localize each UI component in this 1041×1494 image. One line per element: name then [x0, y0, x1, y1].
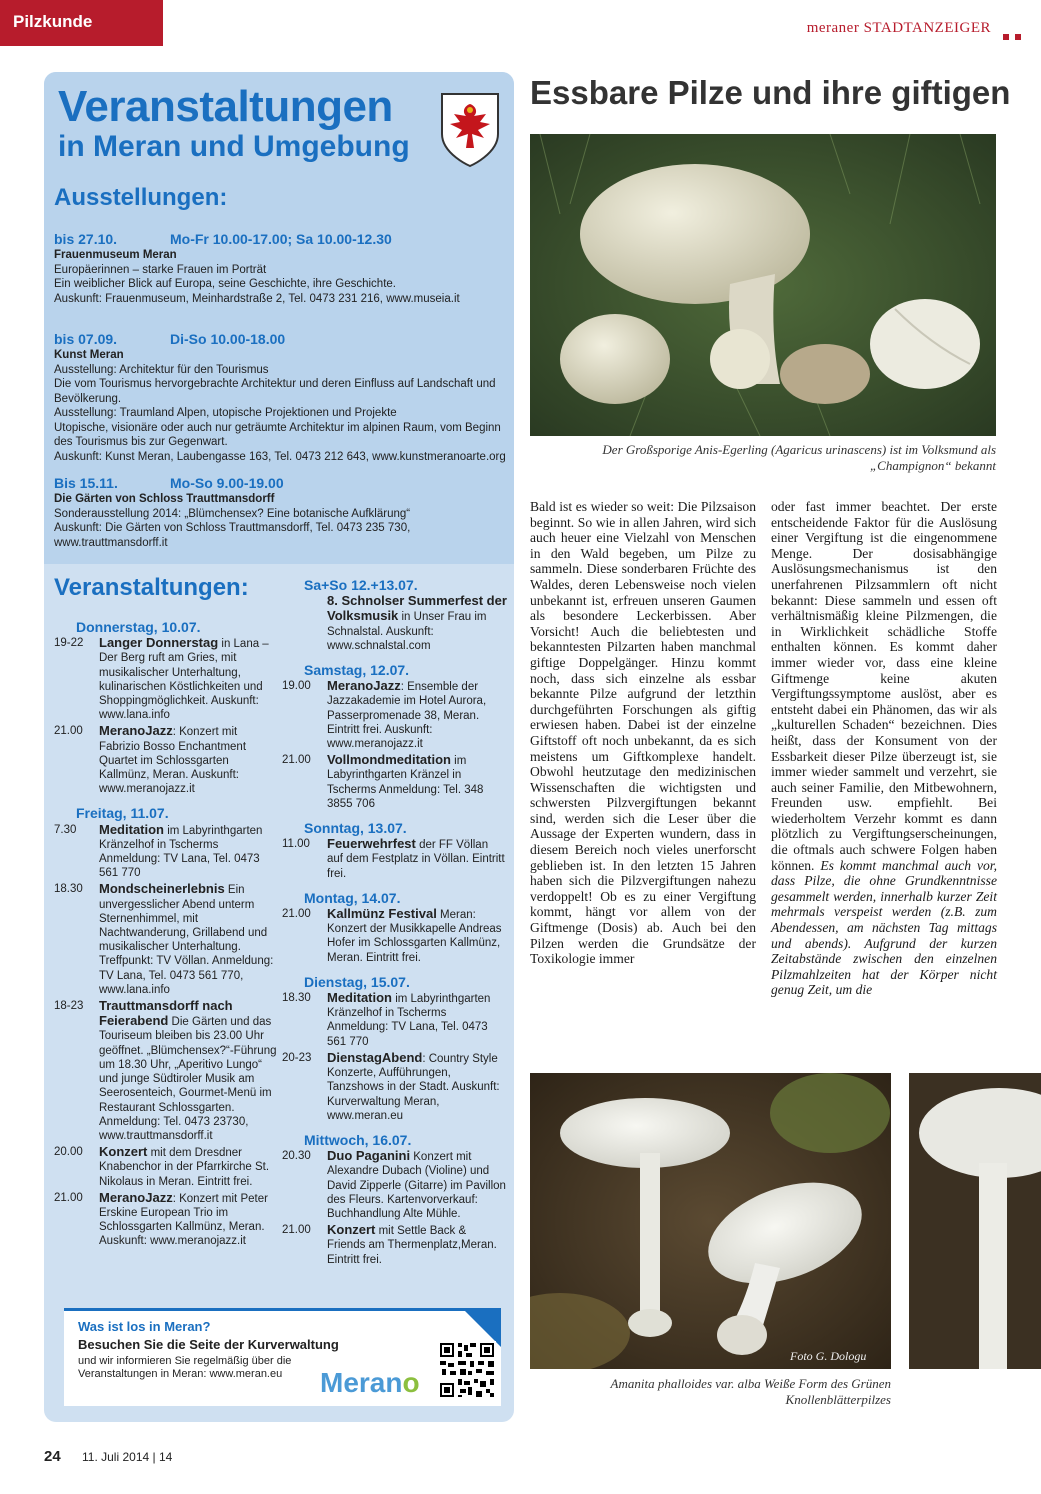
- event-title: MeranoJazz: [327, 678, 401, 694]
- event-description: mit Settle Back & Friends am Thermenplatz,Meran. Eintritt frei.: [327, 1225, 497, 1266]
- event-body: [99, 724, 279, 796]
- event-day-heading: Sa+So 12.+13.07.: [304, 577, 418, 593]
- event-time: 7.30: [54, 823, 77, 836]
- events-title: Veranstaltungen: [58, 82, 393, 131]
- event-item: [282, 837, 507, 881]
- event-item: [282, 907, 507, 965]
- event-description: : Konzert mit Fabrizio Bosso Enchantment Quartet im Schlossgarten Kallmünz, Meran. Auskunft: www.meranojazz.it: [99, 726, 247, 796]
- event-body: [99, 636, 279, 722]
- event-item: [282, 679, 507, 751]
- article-title: Essbare Pilze und ihre giftigen: [530, 74, 1011, 111]
- event-description: Ein unvergesslicher Abend unterm Sternenhimmel, mit Nachtwanderung, Grillabend und musikalischer Unterhaltung. Treffpunkt: TV Völlan. Anmeldung: TV Lana, Tel. 0473 561 770, www.lana.info: [99, 884, 274, 996]
- event-time: 20-23: [282, 1051, 312, 1064]
- event-item: [54, 1145, 279, 1189]
- event-body: [99, 823, 279, 881]
- event-time: [282, 594, 327, 653]
- event-day-heading: Mittwoch, 16.07.: [304, 1131, 412, 1148]
- event-body: [327, 1149, 507, 1221]
- event-description: im Labyrinthgarten Kränzel in Tscherms Anmeldung: Tel. 348 3855 706: [327, 755, 484, 810]
- event-item: [54, 724, 279, 796]
- event-time: 19-22: [54, 637, 84, 650]
- exhibition-entry: bis 27.10. Mo-Fr 10.00-17.00; Sa 10.00-12.30 Frauenmuseum Meran Europäerinnen – starke Frauen im Porträt Ein weiblicher Blick auf Europa, seine Geschichte, ihre Geschichte. Auskunft: Frauenmuseum, Meinhardstraße 2, Tel. 0473 231 216, www.museia.it: [54, 231, 460, 305]
- event-body: [99, 999, 279, 1143]
- event-title: Konzert: [327, 1222, 376, 1238]
- events-heading: Veranstaltungen:: [54, 574, 249, 601]
- event-body: [327, 991, 507, 1049]
- promo-headline: Was ist los in Meran?: [78, 1319, 211, 1334]
- event-title: DienstagAbend: [327, 1049, 423, 1065]
- event-description: in Unser Frau im Schnalstal. Auskunft: www.schnalstal.com: [327, 611, 487, 652]
- event-item: [54, 636, 279, 722]
- event-time: 18.30: [282, 992, 311, 1005]
- promo-box: [64, 1308, 501, 1406]
- promo-text: und wir informieren Sie regelmäßig über die Veranstaltungen in Meran: www.meran.eu: [78, 1355, 292, 1380]
- event-day-heading: Donnerstag, 10.07.: [76, 619, 201, 635]
- event-title: Meditation: [327, 990, 392, 1006]
- event-description: im Labyrinthgarten Kränzelhof in Tscherms Anmeldung: TV Lana, Tel. 0473 561 770: [327, 993, 491, 1048]
- event-time: 21.00: [282, 908, 311, 921]
- event-body: [99, 1191, 279, 1249]
- event-day-heading: Sonntag, 13.07.: [304, 820, 407, 837]
- event-title: Meditation: [99, 821, 164, 837]
- events-column-left: [54, 610, 279, 1251]
- exhibitions-heading: Ausstellungen:: [54, 184, 228, 211]
- qr-code-icon[interactable]: [438, 1341, 496, 1399]
- event-time: 21.00: [54, 1191, 83, 1204]
- merano-logo: Merano: [320, 1367, 420, 1398]
- event-day-heading: Freitag, 11.07.: [76, 805, 169, 822]
- event-description: : Konzert mit Peter Erskine European Trio im Schlossgarten Kallmünz, Meran. Auskunft: www.meranojazz.it: [99, 1192, 268, 1248]
- event-day-heading: Dienstag, 15.07.: [304, 973, 410, 990]
- event-title: Langer Donnerstag: [99, 635, 219, 651]
- event-body: [327, 594, 507, 653]
- event-description: Konzert mit Alexandre Dubach (Violine) und David Zipperle (Gitarre) im Pavillon des Fleurs. Kartenvorverkauf: Buchhandlung Alte Mühle.: [327, 1151, 506, 1220]
- photo-caption-1: Der Großsporige Anis-Egerling (Agaricus urinascens) ist im Volksmund als „Champignon“ bekannt: [602, 442, 996, 473]
- event-title: Feuerwehrfest: [327, 836, 416, 852]
- event-description: : Ensemble der Jazzakademie im Hotel Aurora, Passerpromenade 38, Meran. Eintritt frei. Auskunft: www.meranojazz.it: [327, 681, 487, 751]
- event-item: [282, 1149, 507, 1221]
- event-item: [54, 999, 279, 1143]
- photo-caption-2: Amanita phalloides var. alba Weiße Form des Grünen Knollenblätterpilzes: [610, 1376, 891, 1407]
- issue-date: 11. Juli 2014 | 14: [82, 1450, 173, 1464]
- event-body: [99, 882, 279, 997]
- exhibition-entry: Bis 15.11. Mo-So 9.00-19.00 Die Gärten von Schloss Trauttmansdorff Sonderausstellung 2014: „Blümchensex? Eine botanische Aufklärung“ Auskunft: Die Gärten von Schloss Trauttmansdorff, Tel. 0473 235 730, www.trauttmansdorff.it: [54, 475, 411, 549]
- event-time: 11.00: [282, 838, 310, 851]
- event-time: 18.30: [54, 883, 83, 896]
- event-title: Vollmondmeditation: [327, 752, 451, 768]
- event-day-heading: Samstag, 12.07.: [304, 662, 410, 679]
- event-body: [327, 837, 507, 881]
- event-description: im Labyrinthgarten Kränzelhof in Tscherms Anmeldung: TV Lana, Tel. 0473 561 770: [99, 824, 263, 880]
- event-title: 8. Schnolser Summerfest der Volksmusik: [327, 593, 507, 624]
- brand-dots: [1003, 27, 1029, 35]
- event-description: Die Gärten und das Touriseum bleiben bis 23.00 Uhr geöffnet. „Blümchensex?“-Führung um 18.30 Uhr, „Aperitivo Lungo“ und junge Südtiroler Musik am Seerosenteich, Gourmet-Menü im Restaurant Schlossgarten. Anmeldung: Tel. 0473 23730, www.trauttmansdorff.it: [99, 1016, 277, 1142]
- event-body: [327, 1051, 507, 1123]
- event-title: Duo Paganini: [327, 1148, 411, 1164]
- event-title: Mondscheinerlebnis: [99, 881, 225, 897]
- event-time: 21.00: [282, 754, 311, 767]
- event-title: Konzert: [99, 1144, 148, 1160]
- event-time: 21.00: [282, 1224, 311, 1237]
- event-body: [327, 753, 507, 811]
- photo-credit: Foto G. Dologu: [790, 1349, 867, 1363]
- event-title: MeranoJazz: [99, 723, 173, 739]
- events-column-right: [282, 568, 507, 1269]
- mushroom-photo-champignon: [530, 134, 996, 436]
- event-body: [327, 1223, 507, 1267]
- promo-subline: Besuchen Sie die Seite der Kurverwaltung: [78, 1337, 339, 1352]
- event-description: : Country Style Konzerte, Aufführungen, Tanzshows in der Stadt. Auskunft: Kurverwaltung Meran, www.meran.eu: [327, 1052, 500, 1122]
- event-item: [54, 1191, 279, 1249]
- event-item: [282, 1051, 507, 1123]
- event-title: MeranoJazz: [99, 1189, 173, 1205]
- exhibition-entry: bis 07.09. Di-So 10.00-18.00 Kunst Meran Ausstellung: Architektur für den Tourismus Die vom Tourismus hervorgebrachte Architektur und deren Einfluss auf Landschaft und Bevölkerung. Ausstellung: Traumland Alpen, utopische Projektionen und Projekte Utopische, visionäre oder auch nur geträumte Architektur im alpinen Raum, vom Beginn des Tourismus bis zur Gegenwart. Auskunft: Kunst Meran, Laubengasse 163, Tel. 0473 212 643, www.kunstmeranoarte.org: [54, 331, 506, 463]
- event-item: [282, 1223, 507, 1267]
- events-subtitle: in Meran und Umgebung: [58, 130, 410, 163]
- event-description: in Lana – Der Berg ruft am Gries, mit musikalischer Unterhaltung, kulinarischen Köstlichkeiten und Shoppingmöglichkeit. Auskunft: www.lana.info: [99, 638, 269, 722]
- event-time: 18-23: [54, 1000, 84, 1013]
- mushroom-photo-amanita: [530, 1073, 891, 1369]
- event-item: [54, 823, 279, 881]
- section-tag: Pilzkunde: [0, 0, 163, 46]
- event-time: 21.00: [54, 725, 83, 738]
- article-column-2: oder fast immer beachtet. Der erste entscheidende Faktor für die Auslösung einer Vergiftung ist die eingenommene Menge. Der dosisabhängige Auslösungsmechanismus ist den unerfahrenen Pilzsammlern oft nicht bekannt: Diese sammeln und essen oft verhältnismäßig kleine Pilzmengen, die in Wirklichkeit schädliche Stoffe enthalten können. Es kommt daher immer wieder vor, dass eine kleine Giftmenge keine akuten Vergiftungssymptome auslöst, aber es entsteht dabei ein Phänomen, das wir als „kulturellen Schaden“ bezeichnen. Dies heißt, dass der Konsument von der Essbarkeit dieser Pilze überzeugt ist, sie immer wieder sammelt und verzehrt, sie auch seiner Familie, den Mitbewohnern, Freunden usw. empfiehlt. Bei wiederholtem Verzehr kommt es dann plötzlich zu Vergiftungserscheinungen, die oftmals auch schwere Folgen haben können. Es kommt manchmal auch vor, dass Pilze, die ohne Grundkenntnisse gesammelt werden, innerhalb kurzer Zeit mehrmals verspeist werden (z.B. zum Abendessen, am nächsten Tag mittags und abends). Aufgrund der kurzen Zeitabstände zwischen den einzelnen Pilzmahlzeiten hat der Körper nicht genug Zeit, um die: [771, 499, 997, 998]
- article-column-1: Bald ist es wieder so weit: Die Pilzsaison beginnt. So wie in allen Jahren, wird sich auch heuer eine Vielzahl von Menschen in den Wald begeben, um Pilze zu sammeln. Diese sonderbaren Früchte des Waldes, deren Lebensweise noch vielen unbekannt ist, erfreuen unseren Gaumen als besondere Leckerbissen. Aber Vorsicht! Auch die beliebtesten und bekanntesten Pilzarten haben manchmal giftige Doppelgänger. Hinzu kommt noch, dass sich einzelne als essbar bekannte Pilze aufgrund der letzthin durchgeführten Forschungen als giftig erwiesen haben. Dabei ist der einzelne Giftstoff oft noch unbekannt, da es sich meistens um Giftkomplexe handelt. Obwohl heutzutage den medizinischen Wissenschaften die wichtigsten und schwersten Pilzvergiftungen bekannt sind, werden sich die Leser über die Aussage der Experten wundern, dass in diesem Bereich noch vieles unerforscht geblieben ist. In den letzten 15 Jahren haben sich die Pilzvergiftungen nahezu verdoppelt! Ob es zu einer Vergiftung kommt, hängt vor allem von der Giftmenge (Dosis) ab. Auch bei den Pilzen werden die Grundsätze der Toxikologie immer: [530, 499, 756, 967]
- page-number: 24: [44, 1448, 61, 1465]
- event-time: 19.00: [282, 680, 311, 693]
- event-day-heading: Montag, 14.07.: [304, 889, 401, 906]
- event-body: [327, 907, 507, 965]
- event-item: [282, 753, 507, 811]
- event-body: [327, 679, 507, 751]
- event-item: [54, 882, 279, 997]
- event-description: Meran: Konzert der Musikkapelle Andreas Hofer im Schlossgarten Kallmünz, Meran. Eintritt frei.: [327, 909, 502, 964]
- tyrol-crest-icon: [440, 92, 500, 168]
- event-description: der FF Völlan auf dem Festplatz in Völlan. Eintritt frei.: [327, 839, 505, 880]
- event-item: [282, 594, 507, 653]
- event-title: Kallmünz Festival: [327, 906, 437, 922]
- event-description: mit dem Dresdner Knabenchor in der Pfarrkirche St. Nikolaus in Meran. Eintritt frei.: [99, 1147, 270, 1188]
- event-body: [99, 1145, 279, 1189]
- mushroom-photo-amanita-2: [909, 1073, 1041, 1369]
- event-item: [282, 991, 507, 1049]
- event-time: 20.30: [282, 1150, 311, 1163]
- brand-logo: meraner STADTANZEIGER: [806, 20, 991, 36]
- event-title: Trauttmansdorff nach Feierabend: [99, 998, 233, 1029]
- event-time: 20.00: [54, 1146, 83, 1159]
